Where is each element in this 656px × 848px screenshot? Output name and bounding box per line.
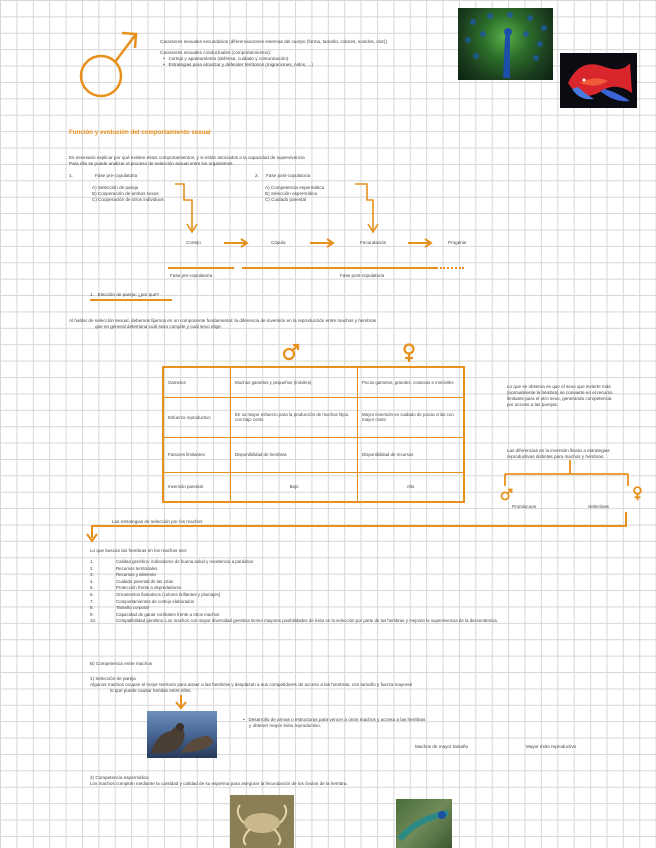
female-cell: Alto bbox=[358, 472, 465, 502]
arrow-right-icon bbox=[224, 238, 250, 248]
side-note-line-2: (normalmente la hembra) se convierte en el recurso bbox=[507, 390, 613, 395]
strategy-underline bbox=[90, 299, 172, 301]
list-item: 2. Recursos territoriales bbox=[90, 565, 158, 571]
side-note2-line-1: Las diferencias en la inversión llevan a estrategias bbox=[507, 448, 610, 453]
header-line-1: Caracteres sexuales secundarios (diferenciaciones externas del cuerpo (forma, tamaño, colores, sonidos, olor)) bbox=[160, 39, 387, 44]
betta-fish-image bbox=[560, 53, 637, 108]
side-note2-line-2: reproductivas distintas para machos y hembras. bbox=[507, 454, 605, 459]
role-female-label: Selectivas bbox=[588, 504, 609, 509]
strategy-line-1: Al hablar de selección sexual, debemos fijarnos en un componente fundamental: la diferencia de inversión en la reproducción entre machos y hembras bbox=[69, 318, 377, 323]
post-phase-number: 2. bbox=[255, 173, 259, 178]
post-item-1: A) Competencia espermática bbox=[265, 185, 325, 190]
flow-step-copula: Cópula bbox=[271, 240, 286, 245]
list-item: 9. Capacidad de ganar combates frente a otros machos bbox=[90, 611, 220, 617]
section-b-title: B) Competencia entre machos bbox=[90, 661, 153, 666]
male-cell: En su mayor esfuerzo para la producción de muchos hijos, con bajo costo bbox=[231, 397, 358, 437]
male-symbol-icon bbox=[500, 488, 513, 501]
side-note-line-1: Lo que se observa es que el sexo que invierte más bbox=[507, 384, 611, 389]
female-cell: Disponibilidad de recursos bbox=[358, 437, 465, 472]
post-item-3: C) Cuidado parental bbox=[265, 197, 307, 202]
arrow-right-icon bbox=[408, 238, 434, 248]
flow-step-progenie: Progenie bbox=[448, 240, 467, 245]
list-item: 6. Ornamentos llamativos (colores brillantes y plumajes) bbox=[90, 591, 221, 597]
intro-line-2: Para ello se puede analizar el proceso de selección sexual entre los organismos. bbox=[69, 161, 234, 166]
competition-label: Las estrategias de selección por los machos bbox=[112, 519, 203, 524]
male-cell: Disponibilidad de hembras bbox=[231, 437, 358, 472]
post-item-2: B) Selección espermática bbox=[265, 191, 318, 196]
sea-lions-image bbox=[147, 711, 217, 758]
roles-branch-diagram bbox=[500, 460, 640, 496]
bottom-pre-label: Fase pre-copulatoria bbox=[170, 273, 213, 278]
pre-item-1: A) Selección de pareja bbox=[92, 185, 139, 190]
pre-phase-bar bbox=[168, 267, 234, 269]
intro-line-1: Es necesario explicar por qué existen estos comportamientos, y si están asociados a la capacidad de supervivencia bbox=[69, 155, 305, 160]
post-phase-bar-dotted bbox=[440, 267, 464, 269]
role-male-label: Promiscuos bbox=[512, 504, 536, 509]
flow-step-fecundacion: Fecundación bbox=[360, 240, 387, 245]
section-b-line3: Los machos compiten mediante la cantidad y calidad de su esperma para asegurar la fecundación de los óvulos de la hembra. bbox=[90, 781, 348, 786]
pre-phase-label: Fase pre-copulatoria bbox=[95, 173, 138, 178]
header-bullet-2: • Estrategias para alcanzar y defender territorios (migraciones, nidos, ...) bbox=[163, 62, 313, 67]
list-item: 3. Recursos y alimento bbox=[90, 572, 156, 578]
pre-item-3: C) Cooperación de otros individuos bbox=[92, 197, 164, 202]
strategy-heading: 1. Elección de pareja: ¿por qué? bbox=[90, 292, 159, 297]
peacock-image bbox=[458, 8, 553, 80]
female-cell: Pocos gametos, grandes, costosos e inmóviles bbox=[358, 367, 465, 397]
male-symbol-icon bbox=[282, 343, 300, 361]
female-cell: Mayor inversión en cuidado de pocas crías con mayor costo bbox=[358, 397, 465, 437]
section-title: Función y evolución del comportamiento sexual bbox=[69, 129, 211, 136]
list-item: 7. Comportamientos de cortejo elaborados bbox=[90, 598, 195, 604]
arrow-down-icon bbox=[175, 695, 187, 709]
list-item: 5. Protección frente a depredadores bbox=[90, 585, 182, 591]
insect-image bbox=[230, 795, 294, 848]
pre-phase-number: 1. bbox=[69, 173, 73, 178]
competition-intro: Lo que buscan las hembras en los machos son: bbox=[90, 548, 188, 553]
row-label: Gametos bbox=[163, 367, 231, 397]
section-b-line1: Algunos machos ocupan el mejor territorio para atraer a las hembras y desplazan a sus competidores de acceso a las hembras, con tamaño y fuerza mayores bbox=[90, 682, 413, 687]
header-line-2: Caracteres sexuales conductuales (comportamientos): bbox=[160, 50, 272, 55]
section-b-sub2: 2) Competencia espermática bbox=[90, 775, 149, 780]
male-cell: Muchos gametos y pequeños (móviles) bbox=[231, 367, 358, 397]
section-b-label-left: Machos de mayor tamaño bbox=[415, 744, 469, 749]
peacock-feathers-image bbox=[396, 799, 452, 848]
post-phase-label: Fase post-copulatoria bbox=[266, 173, 311, 178]
row-label: Inversión parental bbox=[163, 472, 231, 502]
competition-list bbox=[90, 559, 610, 624]
male-symbol-icon bbox=[74, 20, 140, 100]
section-b-bullet: • Desarrollo de armas o estructuras para vencer a otros machos y acceso a las hembras bbox=[243, 717, 426, 722]
side-note-line-3: limitante para el otro sexo, generando competencia bbox=[507, 396, 612, 401]
table-row bbox=[163, 397, 464, 437]
section-b-label-right: Mayor éxito reproductivo bbox=[526, 744, 577, 749]
table-row bbox=[163, 437, 464, 472]
list-item: 8. Tamaño corporal bbox=[90, 605, 149, 611]
comparison-table bbox=[162, 366, 465, 503]
arrow-right-icon bbox=[310, 238, 336, 248]
section-b-sub1: 1) Selección de pareja bbox=[90, 676, 136, 681]
flow-step-cortejo: Cortejo bbox=[186, 240, 201, 245]
section-b-line2: lo que puede causar heridas entre ellos. bbox=[110, 688, 192, 693]
female-symbol-icon bbox=[402, 343, 416, 363]
side-note-line-4: por acceso a las parejas. bbox=[507, 402, 559, 407]
competition-connector bbox=[84, 510, 634, 544]
list-item: 10. Compatibilidad genética: Los machos con mayor diversidad genética tienen mayores posibilidades de éxito en la selección por parte de las hembras y mejoran la supervivencia de la descendencia. bbox=[90, 618, 498, 624]
list-item: 4. Cuidado parental de las crías bbox=[90, 578, 174, 584]
post-phase-bar bbox=[242, 267, 438, 269]
female-symbol-icon bbox=[632, 486, 643, 501]
strategy-line-2: que en general determina cuál sexo compite y cuál sexo elige. bbox=[95, 324, 222, 329]
header-bullet-1: • Cortejo y apareamiento (defensa, cuidado y comunicación) bbox=[163, 56, 289, 61]
bottom-post-label: Fase post-copulatoria bbox=[340, 273, 385, 278]
list-item: 1. Calidad genética: indicadores de buena salud y resistencia a parásitos bbox=[90, 559, 254, 564]
pre-item-2: B) Cooperación de ambos sexos bbox=[92, 191, 159, 196]
row-label: Esfuerzo reproductivo bbox=[163, 397, 231, 437]
table-row bbox=[163, 472, 464, 502]
row-label: Factores limitantes bbox=[163, 437, 231, 472]
table-row bbox=[163, 367, 464, 397]
male-cell: Bajo bbox=[231, 472, 358, 502]
section-b-bullet-2: y obtener mayor éxito reproductivo. bbox=[249, 723, 322, 728]
